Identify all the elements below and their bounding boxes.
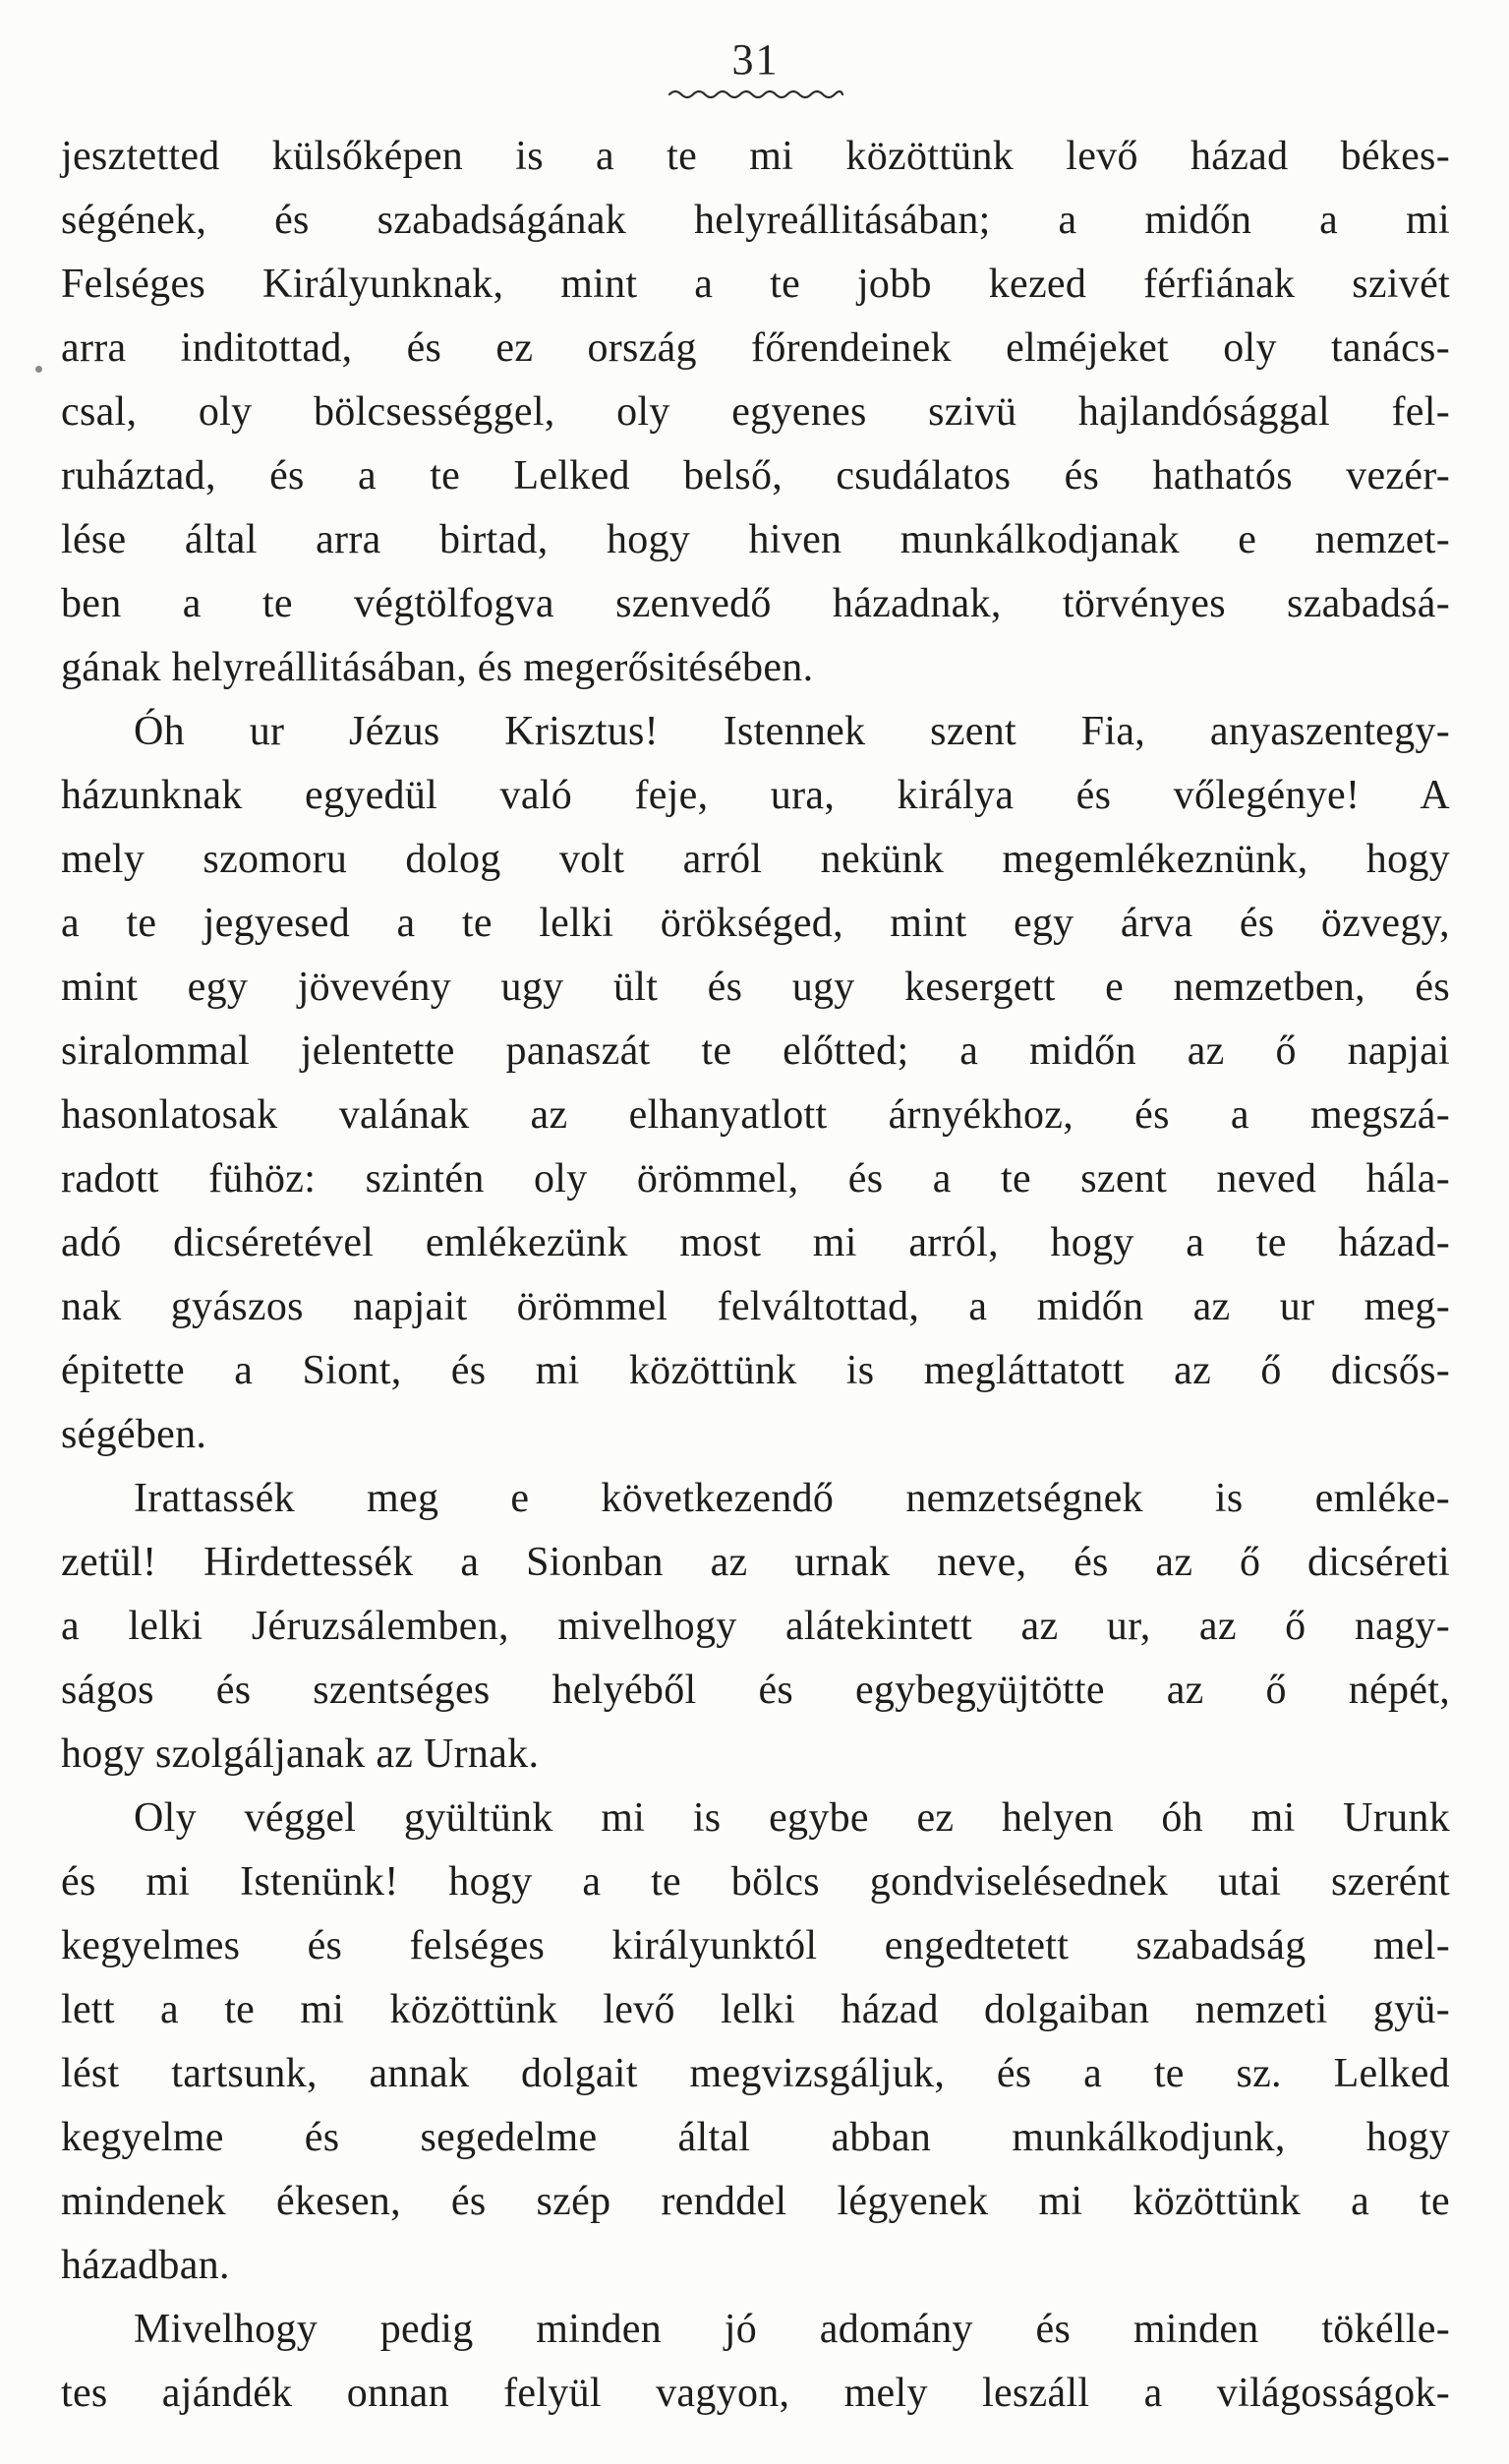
text-line: házunknak egyedül való feje, ura, királya és vőlegénye! A (61, 772, 1450, 818)
text-line: kegyelme és segedelme által abban munkálkodjunk, hogy (61, 2114, 1450, 2160)
text-line: ben a te végtölfogva szenvedő házadnak, törvényes szabadsá- (61, 580, 1450, 626)
text-line: a lelki Jéruzsálemben, mivelhogy alátekintett az ur, az ő nagy- (61, 1603, 1450, 1649)
text-line: a te jegyesed a te lelki örökséged, mint egy árva és özvegy, (61, 900, 1450, 946)
text-line: ségében. (61, 1411, 207, 1457)
text-line: és mi Istenünk! hogy a te bölcs gondviselésednek utai szerént (61, 1858, 1450, 1905)
text-line: zetül! Hirdettessék a Sionban az urnak neve, és az ő dicséreti (61, 1539, 1450, 1585)
text-line: Oly véggel gyültünk mi is egybe ez helyen óh mi Urunk (134, 1794, 1450, 1841)
text-line: Óh ur Jézus Krisztus! Istennek szent Fia, anyaszentegy- (134, 708, 1450, 754)
text-line: csal, oly bölcsességgel, oly egyenes szivü hajlandósággal fel- (61, 388, 1450, 435)
text-line: mindenek ékesen, és szép renddel légyenek mi közöttünk a te (61, 2178, 1450, 2224)
paragraph (61, 1787, 1450, 2298)
text-line: kegyelmes és felséges királyunktól engedtetett szabadság mel- (61, 1922, 1450, 1968)
text-line: lése által arra birtad, hogy hiven munkálkodjanak e nemzet- (61, 516, 1450, 562)
text-line: ségének, és szabadságának helyreállitásában; a midőn a mi (61, 197, 1450, 243)
text-line: mint egy jövevény ugy ült és ugy kesergett e nemzetben, és (61, 964, 1450, 1010)
page-text (61, 125, 1450, 2426)
paragraph (61, 2298, 1450, 2426)
text-line: radott fühöz: szintén oly örömmel, és a te szent neved hála- (61, 1155, 1450, 1202)
print-artifact-dot (35, 366, 42, 373)
text-line: arra inditottad, és ez ország főrendeinek elméjeket oly tanács- (61, 324, 1450, 371)
text-line: siralommal jelentette panaszát te előtted; a midőn az ő napjai (61, 1027, 1450, 1074)
text-line: Mivelhogy pedig minden jó adomány és minden tökélle- (134, 2306, 1450, 2352)
text-line: Irattassék meg e következendő nemzetségnek is emléke- (134, 1475, 1450, 1521)
text-line: gának helyreállitásában, és megerősitésében. (61, 644, 814, 690)
text-line: hasonlatosak valának az elhanyatlott árnyékhoz, és a megszá- (61, 1091, 1450, 1138)
text-line: Felséges Királyunknak, mint a te jobb kezed férfiának szivét (61, 261, 1450, 307)
text-line: ruháztad, és a te Lelked belső, csudálatos és hathatós vezér- (61, 452, 1450, 499)
text-line: lett a te mi közöttünk levő lelki házad dolgaiban nemzeti gyü- (61, 1986, 1450, 2032)
text-line: hogy szolgáljanak az Urnak. (61, 1731, 540, 1777)
paragraph (61, 1467, 1450, 1787)
text-line: épitette a Siont, és mi közöttünk is megláttatott az ő dicsős- (61, 1347, 1450, 1393)
text-line: adó dicséretével emlékezünk most mi arról, hogy a te házad- (61, 1219, 1450, 1265)
page-header (61, 35, 1450, 101)
text-line: ságos és szentséges helyéből és egybegyüjtötte az ő népét, (61, 1667, 1450, 1713)
page-number: 31 (731, 35, 780, 84)
text-line: tes ajándék onnan felyül vagyon, mely leszáll a világosságok- (61, 2370, 1450, 2416)
text-line: házadban. (61, 2242, 230, 2288)
text-line: lést tartsunk, annak dolgait megvizsgáljuk, és a te sz. Lelked (61, 2050, 1450, 2096)
paragraph (61, 125, 1450, 700)
paragraph (61, 700, 1450, 1467)
text-line: mely szomoru dolog volt arról nekünk megemlékeznünk, hogy (61, 836, 1450, 882)
text-line: nak gyászos napjait örömmel felváltottad, a midőn az ur meg- (61, 1283, 1450, 1329)
wavy-underline-icon (667, 86, 844, 101)
text-line: jesztetted külsőképen is a te mi közöttünk levő házad békes- (61, 133, 1450, 179)
